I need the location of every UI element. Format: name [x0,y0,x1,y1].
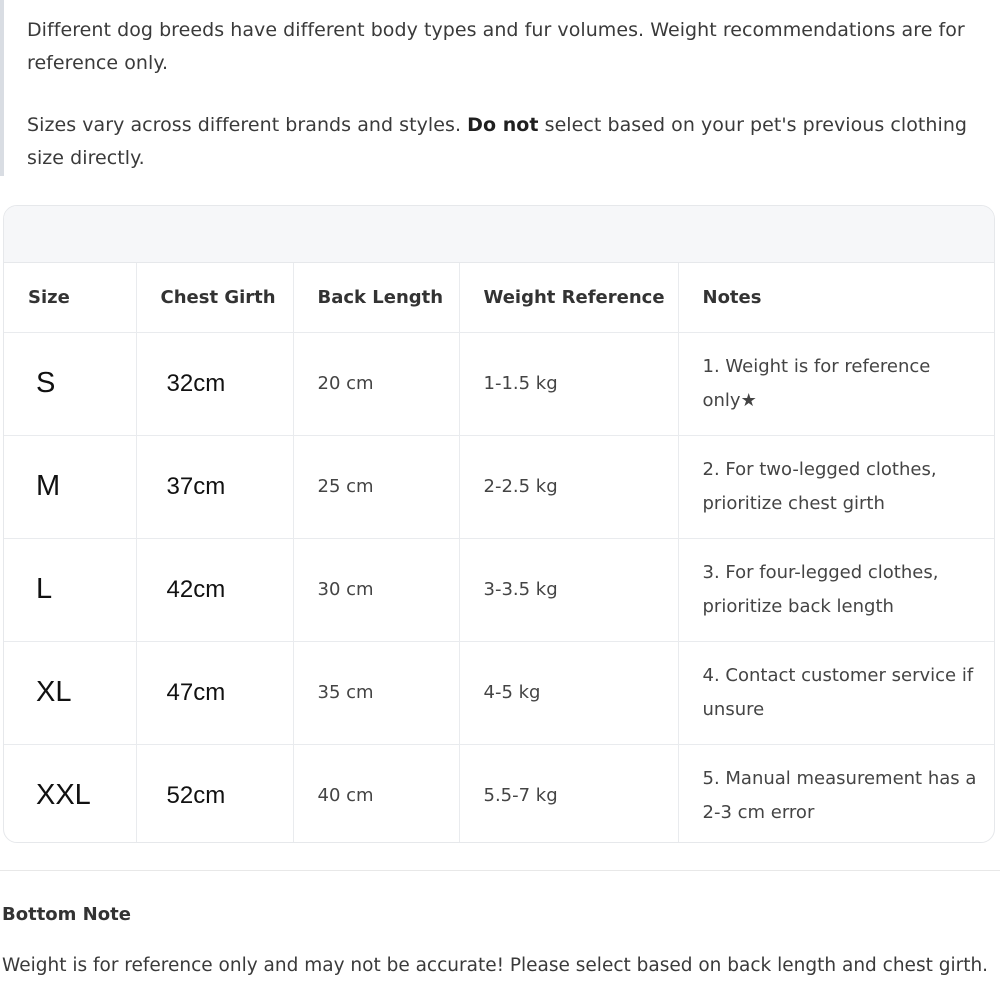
cell-chest-girth: 52cm [136,744,293,843]
cell-weight-reference: 5.5-7 kg [459,744,678,843]
cell-notes: 2. For two-legged clothes, prioritize chest girth [678,435,995,538]
cell-notes: 4. Contact customer service if unsure [678,641,995,744]
size-chart-table [4,263,995,843]
cell-weight-reference: 3-3.5 kg [459,538,678,641]
cell-back-length: 20 cm [293,332,459,435]
table-row [4,538,995,641]
cell-notes: 1. Weight is for reference only★ [678,332,995,435]
intro-paragraph-sizes [27,109,990,175]
cell-size: S [4,332,136,435]
cell-weight-reference: 2-2.5 kg [459,435,678,538]
cell-back-length: 30 cm [293,538,459,641]
cell-chest-girth: 32cm [136,332,293,435]
header-notes: Notes [678,263,995,332]
cell-notes: 3. For four-legged clothes, prioritize back length [678,538,995,641]
cell-weight-reference: 4-5 kg [459,641,678,744]
intro-blockquote [0,0,990,176]
table-header-row [4,263,995,332]
intro-paragraph-suffix: select based on your pet's previous clothing size directly. [27,114,968,169]
cell-size: L [4,538,136,641]
header-back-length: Back Length [293,263,459,332]
intro-paragraph-prefix: Sizes vary across different brands and styles. [27,114,468,136]
cell-size: XL [4,641,136,744]
header-size: Size [4,263,136,332]
cell-back-length: 25 cm [293,435,459,538]
bottom-note-text: Weight is for reference only and may not be accurate! Please select based on back length and chest girth. [2,955,989,976]
cell-notes: 5. Manual measurement has a 2-3 cm error [702,767,977,823]
table-row [4,641,995,744]
cell-back-length: 35 cm [293,641,459,744]
intro-paragraph-weight: Different dog breeds have different body types and fur volumes. Weight recommendations are for reference only. [27,19,965,74]
cell-size: M [4,435,136,538]
header-weight-reference: Weight Reference [459,263,678,332]
table-row [4,332,995,435]
header-chest-girth: Chest Girth [136,263,293,332]
cell-chest-girth: 37cm [136,435,293,538]
cell-chest-girth: 42cm [136,538,293,641]
section-divider [0,870,1000,871]
cell-chest-girth: 47cm [136,641,293,744]
bottom-note-title: Bottom Note [2,904,131,925]
cell-back-length: 40 cm [293,744,459,843]
size-chart-table-container [3,205,995,843]
table-row [4,435,995,538]
cell-weight-reference: 1-1.5 kg [459,332,678,435]
table-row [4,744,995,843]
cell-size: XXL [4,744,136,843]
table-header-bar [4,206,994,263]
intro-paragraph-emphasis: Do not [467,114,539,136]
